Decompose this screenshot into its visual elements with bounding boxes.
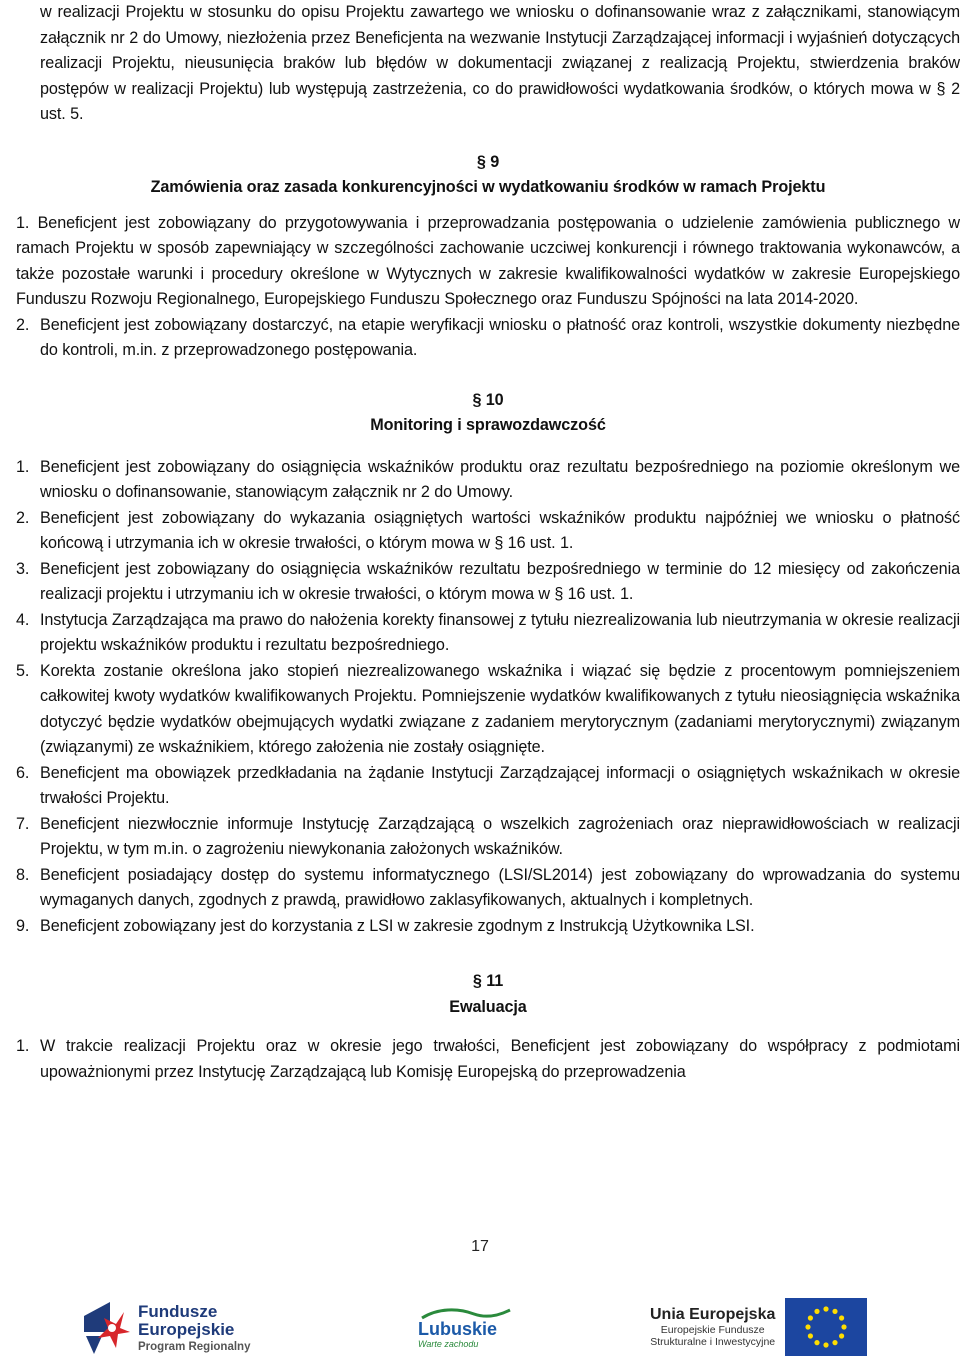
item-text: Beneficjent jest zobowiązany do wykazania osiągniętych wartości wskaźników produktu najpóźniej we wniosku o płatność końcową i utrzymania ich w okresie trwałości, o którym mowa w § 16 ust. 1.	[40, 508, 960, 552]
section-11-number: § 11	[472, 972, 504, 990]
list-item	[16, 914, 960, 940]
list-item	[16, 812, 960, 863]
list-item	[16, 659, 960, 761]
list-item	[16, 211, 960, 313]
item-text: Beneficjent jest zobowiązany do osiągnięcia wskaźników rezultatu bezpośredniego w terminie do 12 miesięcy od zakończenia realizacji projektu i utrzymaniu ich w okresie trwałości, o którym mowa w § 16 ust. 1.	[40, 559, 960, 603]
unia-europejska-logo	[650, 1298, 867, 1356]
fe-line2: Europejskie	[138, 1320, 235, 1339]
lubuskie-logo	[418, 1308, 514, 1349]
item-number: 2.	[16, 508, 30, 527]
item-number: 2.	[16, 315, 30, 334]
ue-line1: Europejskie Fundusze	[660, 1324, 765, 1336]
item-text: Beneficjent posiadający dostęp do systemu informatycznego (LSI/SL2014) jest zobowiązany do wprowadzania do systemu wymaganych danych, zgodnych z prawdą, prawidłowo zaklasyfikowanych, aktualnych i kompletnych.	[40, 865, 960, 909]
footer-logos	[0, 1290, 960, 1368]
list-item	[16, 608, 960, 659]
item-text: W trakcie realizacji Projektu oraz w okresie jego trwałości, Beneficjent jest zobowiązany do współpracy z podmiotami upoważnionymi przez Instytucję Zarządzającą lub Komisję Europejską do przeprowadzenia	[40, 1037, 960, 1081]
item-number: 4.	[16, 610, 30, 629]
item-text: Beneficjent ma obowiązek przedkładania na żądanie Instytucji Zarządzającej informacji o osiągniętych wskaźnikach w okresie trwałości Projektu.	[40, 763, 960, 807]
item-number: 7.	[16, 814, 30, 833]
item-number: 8.	[16, 865, 30, 884]
section-10-title: Monitoring i sprawozdawczość	[370, 416, 606, 434]
lubuskie-sub: Warte zachodu	[418, 1339, 479, 1349]
document-body	[16, 0, 960, 1085]
ue-title: Unia Europejska	[650, 1306, 776, 1323]
fe-line3: Program Regionalny	[138, 1341, 251, 1353]
item-number: 5.	[16, 661, 30, 680]
fe-star-icon	[80, 1298, 130, 1358]
item-number: 1.	[16, 213, 38, 232]
section-11-title: Ewaluacja	[449, 997, 527, 1016]
item-text: Beneficjent jest zobowiązany do osiągnięcia wskaźników produktu oraz rezultatu bezpośredniego na poziomie określonym we wniosku o dofinansowanie, stanowiącym załącznik nr 2 do Umowy.	[40, 457, 960, 501]
list-item	[16, 557, 960, 608]
list-item	[16, 761, 960, 812]
list-item	[16, 313, 960, 364]
section-11-list	[16, 1034, 960, 1085]
eu-flag-icon	[785, 1298, 867, 1356]
item-number: 1.	[16, 457, 30, 476]
ue-line2: Strukturalne i Inwestycyjne	[650, 1336, 776, 1348]
item-number: 3.	[16, 559, 30, 578]
list-item	[16, 1034, 960, 1085]
section-10-list	[16, 455, 960, 940]
lubuskie-title: Lubuskie	[418, 1319, 498, 1339]
item-number: 6.	[16, 763, 30, 782]
section-9-list	[16, 211, 960, 364]
item-text: Beneficjent niezwłocznie informuje Instytucję Zarządzającą o wszelkich zagrożeniach oraz nieprawidłowościach w realizacji Projektu, w tym m.in. o zagrożeniu niewykonania założonych wskaźników.	[40, 814, 960, 858]
item-text: Beneficjent jest zobowiązany do przygotowywania i przeprowadzania postępowania o udzielenie zamówienia publicznego w ramach Projektu w sposób zapewniający w szczególności zachowanie uczciwej konkurencji i równego traktowania wykonawców, a także pozostałe warunki i procedury określone w Wytycznych w zakresie kwalifikowalności wydatków w zakresie Europejskiego Funduszu Rozwoju Regionalnego, Europejskiego Funduszu Społecznego oraz Funduszu Spójności na lata 2014-2020.	[16, 213, 960, 308]
item-text: Korekta zostanie określona jako stopień niezrealizowanego wskaźnika i wiązać się będzie z procentowym pomniejszeniem całkowitej kwoty wydatków kwalifikowanych Projektu. Pomniejszenie wydatków kwalifikowanych z tytułu nieosiągnięcia wskaźnika dotyczyć będzie wydatków obejmujących wydatki związane z zadaniem merytorycznym (zadaniami merytorycznymi) związanym (związanymi) ze wskaźnikiem, którego założenia nie zostały osiągnięte.	[40, 661, 960, 756]
list-item	[16, 506, 960, 557]
page-number: 17	[471, 1238, 489, 1255]
section-9-title: Zamówienia oraz zasada konkurencyjności w wydatkowaniu środków w ramach Projektu	[150, 178, 826, 196]
section-10-number: § 10	[472, 390, 504, 409]
list-item	[16, 455, 960, 506]
list-item	[16, 863, 960, 914]
intro-paragraph: w realizacji Projektu w stosunku do opisu Projektu zawartego we wniosku o dofinansowanie wraz z załącznikami, stanowiącym załącznik nr 2 do Umowy, niezłożenia przez Beneficjenta na wezwanie Instytucji Zarządzającej informacji i wyjaśnień dotyczących realizacji Projektu, nieusunięcia braków lub błędów w dokumentacji związanej z realizacją Projektu, stwierdzenia braków postępów w realizacji Projektu) lub występują zastrzeżenia, co do prawidłowości wydatkowania środków, o których mowa w § 2 ust. 5.	[40, 3, 960, 123]
item-text: Beneficjent zobowiązany jest do korzystania z LSI w zakresie zgodnym z Instrukcją Użytkownika LSI.	[40, 916, 755, 935]
fundusze-europejskie-logo	[80, 1298, 250, 1358]
item-number: 1.	[16, 1037, 30, 1055]
item-text: Beneficjent jest zobowiązany dostarczyć, na etapie weryfikacji wniosku o płatność oraz kontroli, wszystkie dokumenty niezbędne do kontroli, m.in. z przeprowadzonego postępowania.	[40, 315, 960, 359]
item-number: 9.	[16, 916, 30, 935]
item-text: Instytucja Zarządzająca ma prawo do nałożenia korekty finansowej z tytułu niezrealizowania lub nieutrzymania w okresie realizacji projektu wskaźników produktu i rezultatu bezpośredniego.	[40, 610, 960, 654]
fe-line1: Fundusze	[138, 1302, 218, 1321]
section-9-number: § 9	[476, 152, 500, 171]
